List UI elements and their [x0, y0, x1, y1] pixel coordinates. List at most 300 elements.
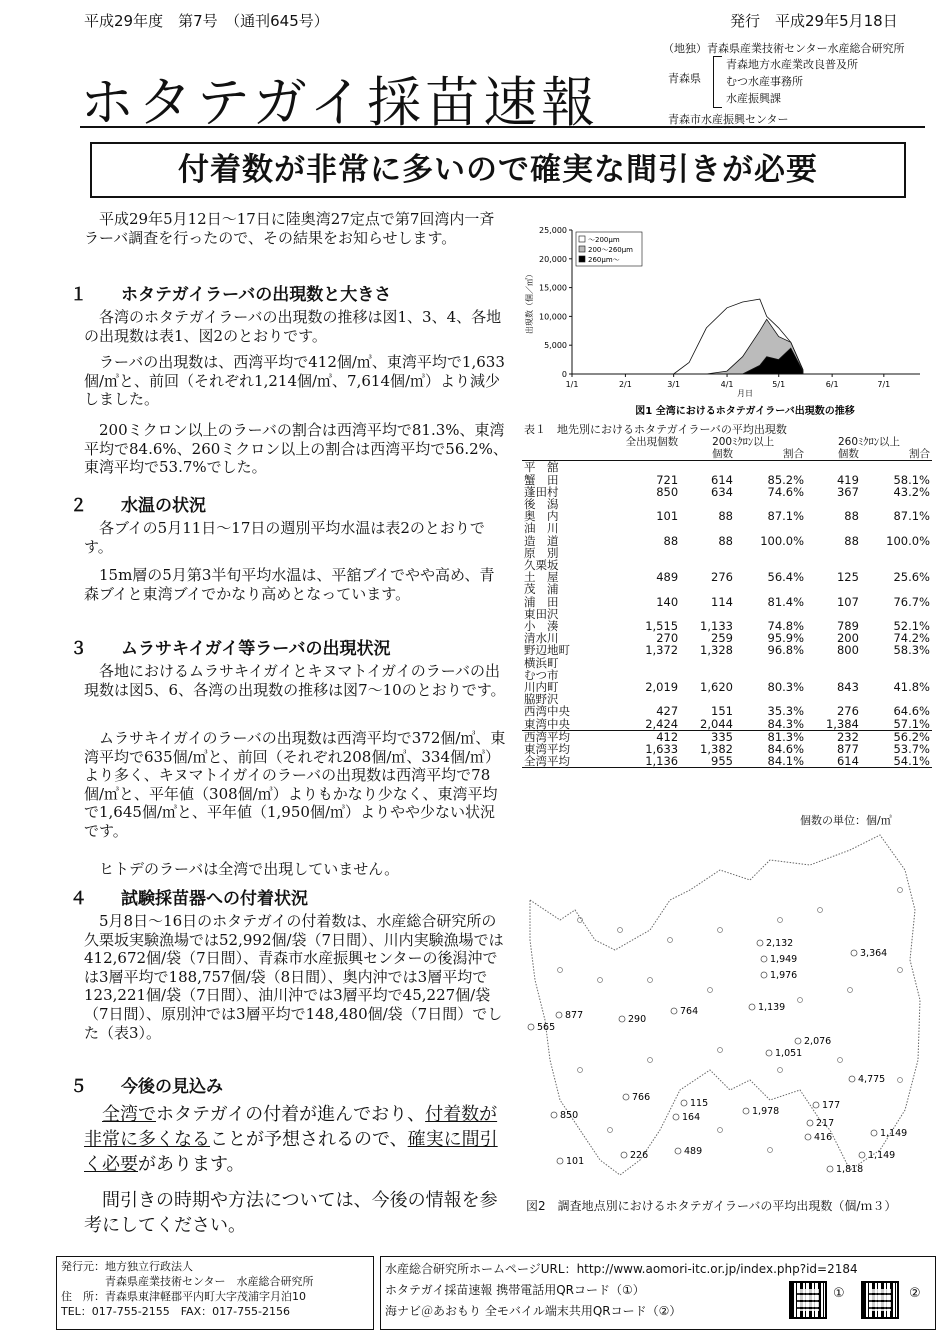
masthead-title: ホタテガイ採苗速報	[80, 71, 600, 134]
table-row	[522, 755, 932, 768]
station-marker-minor	[668, 938, 673, 943]
row-cell: 88	[844, 533, 859, 548]
x-tick-label: 3/1	[667, 380, 681, 389]
section-1-title: １ ホタテガイラーバの出現数と大きさ	[70, 285, 392, 305]
row-cell: 1,133	[700, 619, 733, 634]
station-marker	[557, 1158, 563, 1164]
row-label: 東湾中央	[524, 716, 570, 731]
row-cell: 877	[836, 742, 859, 757]
station-marker-minor	[718, 1128, 723, 1133]
row-cell: 955	[711, 754, 733, 769]
station-value: 1,818	[836, 1164, 864, 1175]
station-marker-minor	[898, 888, 903, 893]
station-marker-minor	[608, 1128, 613, 1133]
table-1-caption: 表１ 地先別におけるホタテガイラーバの平均出現数	[524, 423, 787, 436]
row-cell: 1,136	[645, 754, 679, 769]
station-value: 226	[630, 1150, 649, 1161]
qr-label-2: 海ナビ＠あおもり 全モバイル端末共用QRコード（②）	[385, 1304, 682, 1318]
row-cell: 88	[718, 533, 733, 548]
table-row	[522, 474, 932, 486]
row-label: 全湾平均	[524, 754, 570, 769]
station-marker	[813, 1102, 819, 1108]
row-label: 川内町	[524, 680, 559, 695]
table-1-head-200: 200ﾐｸﾛﾝ以上	[712, 436, 775, 448]
x-tick-label: 2/1	[618, 380, 632, 389]
legend-swatch	[579, 246, 585, 252]
station-marker	[749, 1004, 755, 1010]
table-1-unit: 個数の単位：個/㎥	[800, 814, 892, 827]
station-marker-minor	[598, 978, 603, 983]
station-value: 1,949	[770, 954, 798, 965]
table-row	[522, 718, 932, 731]
station-value: 164	[682, 1112, 701, 1123]
row-cell	[806, 547, 861, 559]
qr-code-1-icon[interactable]	[789, 1281, 827, 1319]
station-value: 1,149	[880, 1128, 908, 1139]
legend-label: 200～260μm	[588, 246, 633, 254]
org-line-1: （地独）青森県産業技術センター水産総合研究所	[663, 42, 905, 55]
row-label: 東湾平均	[524, 742, 570, 757]
station-marker	[757, 940, 763, 946]
qr-mark-2: ②	[909, 1286, 921, 1301]
row-cell: 489	[656, 570, 679, 585]
section-2-para-1: 各ブイの5月11日～17日の週別平均水温は表2のとおりです。	[84, 519, 485, 556]
row-cell: 2,424	[645, 716, 679, 731]
row-cell	[806, 583, 861, 595]
row-cell	[861, 583, 932, 595]
table-row	[522, 596, 932, 608]
row-cell	[680, 547, 735, 559]
row-label: 野辺地町	[524, 643, 570, 658]
row-cell: 276	[836, 704, 859, 719]
section-3-para-3: ヒトデのラーバは全湾で出現していません。	[99, 860, 400, 878]
station-value: 764	[680, 1006, 699, 1017]
row-label: 浦 田	[524, 594, 559, 609]
station-marker-minor	[848, 988, 853, 993]
row-cell: 74.6%	[767, 484, 805, 499]
row-cell: 789	[836, 619, 859, 634]
row-label: 平 舘	[524, 460, 559, 475]
section-3-para-1: 各地におけるムラサキイガイとキヌマトイガイのラーバの出現数は図5、6、各湾の出現数の推移は図7～10のとおりです。	[84, 662, 506, 699]
row-cell: 114	[711, 594, 733, 609]
publisher-address: 住 所：青森県東津軽郡平内町大字茂浦字月泊10	[61, 1290, 306, 1303]
x-tick-label: 5/1	[772, 380, 786, 389]
org-pref-label: 青森県	[668, 72, 701, 85]
station-marker	[623, 1094, 629, 1100]
section-5-title: ５ 今後の見込み	[70, 1077, 223, 1097]
station-marker-minor	[818, 908, 823, 913]
row-cell: 81.3%	[767, 729, 805, 744]
station-value: 217	[816, 1118, 835, 1129]
row-cell: 1,328	[700, 643, 733, 658]
row-cell	[861, 522, 932, 534]
station-marker	[675, 1148, 681, 1154]
row-cell: 721	[656, 472, 679, 487]
table-row	[522, 681, 932, 693]
row-cell: 81.4%	[767, 594, 805, 609]
station-marker-minor	[578, 1068, 583, 1073]
row-cell: 270	[656, 631, 679, 646]
legend-swatch	[579, 256, 585, 262]
row-cell	[596, 461, 680, 474]
org-line-3: むつ水産事務所	[726, 75, 803, 88]
section-3-para-2: ムラサキイガイのラーバの出現数は西湾平均で372個/㎥、東湾平均で635個/㎥と、前回（それぞれ208個/㎥、334個/㎥）より多く、キヌマトイガイのラーバの出現数は西湾平均で78個/㎥と、平年値（308個/㎥）よりもかなり少なく、東湾平均で1,645個/㎥と、平年値（1,950個/㎥）よりやや少ない状況です。	[84, 729, 506, 840]
row-cell: 800	[836, 643, 859, 658]
publisher-org: 青森県産業技術センター 水産総合研究所	[105, 1275, 314, 1288]
section-2-para-2: 15m層の5月第3半旬平均水温は、平舘ブイでやや高め、青森ブイと東湾ブイでかなり高めとなっています。	[84, 566, 495, 603]
org-line-4: 水産振興課	[726, 92, 781, 105]
station-marker-minor	[898, 1078, 903, 1083]
row-cell	[861, 657, 932, 669]
station-marker	[859, 1152, 865, 1158]
outlook-underline-2: 付着数が非常に多くなる	[84, 1104, 498, 1150]
outlook-text-1: ホタテガイの付着が進んでおり、	[156, 1104, 426, 1125]
row-label: 西湾中央	[524, 704, 570, 719]
station-marker	[551, 1112, 557, 1118]
row-cell: 84.6%	[767, 742, 805, 757]
station-value: 565	[537, 1022, 556, 1033]
x-tick-label: 7/1	[877, 380, 891, 389]
table-row	[522, 510, 932, 522]
y-tick-label: 15,000	[539, 283, 567, 293]
station-value: 4,775	[858, 1074, 886, 1085]
figure-2-caption: 図2 調査地点別におけるホタテガイラーバの平均出現数（個/ｍ３）	[526, 1199, 897, 1213]
outlook-underline-3: 確実に間引く必要	[84, 1129, 498, 1175]
section-2-title: ２ 水温の状況	[70, 496, 206, 516]
station-marker-minor	[648, 1058, 653, 1063]
intro-text: 平成29年5月12日～17日に陸奥湾27定点で第7回湾内一斉ラーバ調査を行ったので、その結果をお知らせします。	[84, 210, 495, 247]
row-label: 原 別	[524, 545, 559, 560]
row-cell	[680, 583, 735, 595]
row-cell	[861, 461, 932, 474]
publisher-label: 発行元：	[61, 1260, 105, 1273]
row-label: 西湾平均	[524, 729, 570, 744]
station-value: 177	[822, 1100, 841, 1111]
station-marker-minor	[558, 968, 563, 973]
row-cell: 259	[711, 631, 733, 646]
row-label: 東田沢	[524, 606, 559, 621]
row-cell: 634	[711, 484, 733, 499]
row-cell: 367	[836, 484, 859, 499]
row-cell: 140	[656, 594, 679, 609]
section-1-para-3: 200ミクロン以上のラーバの割合は西湾平均で81.3%、東湾平均で84.6%、260ミクロン以上の割合は西湾平均で56.2%、東湾平均で53.7%でした。	[84, 421, 508, 477]
section-4-para-1: 5月8日～16日のホタテガイの付着数は、水産総合研究所の久栗坂実験漁場では52,992個/袋（7日間）、川内実験漁場では412,672個/袋（7日間）、青森市水産振興センターの後潟沖では3層平均で188,757個/袋（8日間）、奥内沖では3層平均で123,221個/袋（7日間）、油川沖では3層平均で45,227個/袋（7日間）、原別沖では3層平均で148,480個/袋（7日間）でした（表3）。	[84, 912, 504, 1042]
row-cell: 80.3%	[767, 680, 805, 695]
org-line-5: 青森市水産振興センター	[668, 113, 789, 126]
row-label: 土 屋	[524, 570, 559, 585]
y-tick-label: 0	[561, 370, 567, 379]
row-label: 清水川	[524, 631, 559, 646]
row-label: 蟹 田	[524, 472, 559, 487]
row-cell	[806, 461, 861, 474]
station-marker	[766, 1050, 772, 1056]
row-cell	[806, 657, 861, 669]
row-cell: 232	[836, 729, 859, 744]
legend-label: 260μm～	[588, 256, 620, 264]
table-1-corner-2	[522, 448, 596, 461]
qr-mark-1: ①	[833, 1286, 845, 1301]
station-marker	[673, 1114, 679, 1120]
station-marker	[761, 972, 767, 978]
station-value: 877	[565, 1010, 584, 1021]
row-cell: 1,372	[645, 643, 679, 658]
row-cell	[735, 461, 806, 474]
row-cell: 54.1%	[893, 754, 930, 769]
headline: 付着数が非常に多いので確実な間引きが必要	[90, 142, 906, 198]
station-marker-minor	[778, 918, 783, 923]
row-cell: 1,633	[645, 742, 679, 757]
issue-date: 発行 平成29年5月18日	[730, 12, 898, 30]
row-cell	[680, 461, 735, 474]
row-label: 奥 内	[524, 509, 559, 524]
station-marker	[528, 1024, 534, 1030]
publisher-box	[56, 1256, 374, 1330]
y-axis-label: 出現数（個／㎥）	[525, 270, 534, 334]
station-marker	[619, 1016, 625, 1022]
station-value: 1,976	[770, 970, 798, 981]
row-cell: 88	[718, 509, 733, 524]
station-value: 101	[566, 1156, 585, 1167]
station-marker	[827, 1166, 833, 1172]
row-cell: 58.1%	[893, 472, 930, 487]
row-cell: 100.0%	[760, 533, 805, 548]
station-marker	[681, 1100, 687, 1106]
row-cell: 614	[836, 754, 859, 769]
station-marker-minor	[708, 988, 713, 993]
section-4-title: ４ 試験採苗器への付着状況	[70, 889, 308, 909]
station-marker	[761, 956, 767, 962]
row-cell: 843	[836, 680, 859, 695]
table-row	[522, 461, 932, 474]
row-cell: 56.2%	[893, 729, 930, 744]
outlook-para-1	[84, 1102, 508, 1177]
station-marker-minor	[618, 928, 623, 933]
row-label: 後 潟	[524, 497, 559, 512]
table-1-head-260: 260ﾐｸﾛﾝ以上	[838, 436, 901, 448]
station-value: 290	[628, 1014, 647, 1025]
station-marker-minor	[648, 978, 653, 983]
row-cell: 1,515	[645, 619, 679, 634]
row-cell: 88	[844, 509, 859, 524]
row-label: 横浜町	[524, 655, 559, 670]
row-cell: 25.6%	[893, 570, 930, 585]
x-axis-label: 月日	[737, 389, 753, 398]
row-cell: 412	[656, 729, 679, 744]
row-cell	[735, 522, 806, 534]
station-marker-minor	[778, 1068, 783, 1073]
legend-swatch	[579, 236, 585, 242]
row-cell: 64.6%	[893, 704, 930, 719]
station-value: 416	[814, 1132, 833, 1143]
table-1-head-count-200: 個数	[711, 448, 733, 461]
org-bracket	[713, 56, 722, 108]
publisher-name: 地方独立行政法人	[105, 1260, 193, 1273]
row-label: 油 川	[524, 521, 559, 536]
station-marker-minor	[838, 1058, 843, 1063]
row-cell	[861, 547, 932, 559]
row-cell: 151	[711, 704, 733, 719]
station-value: 1,051	[775, 1048, 803, 1059]
row-cell: 276	[711, 570, 733, 585]
y-tick-label: 20,000	[539, 254, 567, 264]
station-value: 3,364	[860, 948, 888, 959]
station-marker	[849, 1076, 855, 1082]
station-marker	[556, 1012, 562, 1018]
row-cell: 76.7%	[893, 594, 930, 609]
row-cell	[596, 547, 680, 559]
row-label: 茂 浦	[524, 582, 559, 597]
row-cell	[680, 522, 735, 534]
row-label: 蓬田村	[524, 484, 559, 499]
row-cell: 84.1%	[767, 754, 805, 769]
row-cell: 74.8%	[767, 619, 805, 634]
row-cell: 58.3%	[893, 643, 930, 658]
row-cell: 1,384	[825, 716, 859, 731]
row-cell	[680, 657, 735, 669]
chart-caption: 図1 全湾におけるホタテガイラーバ出現数の推移	[635, 406, 855, 417]
station-value: 850	[560, 1110, 579, 1121]
y-tick-label: 5,000	[544, 341, 567, 351]
station-marker	[805, 1134, 811, 1140]
table-row	[522, 644, 932, 656]
table-row	[522, 486, 932, 498]
station-marker	[807, 1120, 813, 1126]
row-cell: 88	[663, 533, 679, 548]
x-tick-label: 6/1	[825, 380, 839, 389]
homepage-url[interactable]: 水産総合研究所ホームページURL：http://www.aomori-itc.or.jp/index.php?id=2184	[385, 1262, 858, 1276]
row-cell: 1,620	[700, 680, 733, 695]
links-box	[380, 1256, 936, 1330]
row-cell	[806, 522, 861, 534]
row-cell: 56.4%	[767, 570, 805, 585]
station-marker-minor	[768, 1148, 773, 1153]
y-tick-label: 10,000	[539, 312, 567, 322]
row-label: 小 湊	[524, 619, 559, 634]
row-cell	[735, 547, 806, 559]
station-value: 2,076	[804, 1036, 832, 1047]
row-cell: 84.3%	[767, 716, 805, 731]
row-cell: 850	[656, 484, 679, 499]
outlook-underline-1: 全湾で	[102, 1104, 156, 1125]
station-value: 1,978	[752, 1106, 780, 1117]
row-label: 造 道	[524, 533, 559, 548]
row-cell: 427	[656, 704, 679, 719]
table-row	[522, 522, 932, 534]
row-cell: 52.1%	[893, 619, 930, 634]
outlook-para-2: 間引きの時期や方法については、今後の情報を参考にしてください。	[84, 1190, 498, 1236]
row-cell: 41.8%	[893, 680, 930, 695]
row-cell: 100.0%	[886, 533, 930, 548]
qr-label-1: ホタテガイ採苗速報 携帯電話用QRコード（①）	[385, 1283, 645, 1297]
table-1-head-pct-200: 割合	[783, 448, 805, 461]
org-line-2: 青森地方水産業改良普及所	[726, 58, 858, 71]
station-marker	[871, 1130, 877, 1136]
row-cell	[735, 583, 806, 595]
table-row	[522, 583, 932, 595]
legend-label: ～200μm	[588, 236, 620, 244]
row-cell: 200	[836, 631, 859, 646]
station-marker-minor	[718, 928, 723, 933]
station-value: 766	[632, 1092, 651, 1103]
outlook-text-2: ことが予想されるので、	[210, 1129, 408, 1150]
station-marker	[621, 1152, 627, 1158]
row-cell: 1,382	[700, 742, 733, 757]
row-label: 久栗坂	[524, 558, 559, 573]
row-cell: 614	[711, 472, 733, 487]
row-cell: 2,044	[700, 716, 733, 731]
row-cell: 43.2%	[893, 484, 930, 499]
row-cell: 53.7%	[893, 742, 930, 757]
issue-number: 平成29年度 第7号 （通刊645号）	[84, 12, 329, 30]
table-row	[522, 535, 932, 547]
publisher-line	[61, 1259, 369, 1274]
row-cell	[596, 657, 680, 669]
table-row	[522, 657, 932, 669]
station-value: 115	[690, 1098, 709, 1109]
table-1	[522, 436, 932, 768]
table-1-head-pct-260: 割合	[909, 448, 930, 461]
x-tick-label: 4/1	[720, 380, 734, 389]
row-cell: 57.1%	[893, 716, 930, 731]
table-row	[522, 547, 932, 559]
row-cell: 107	[836, 594, 859, 609]
row-cell: 95.9%	[767, 631, 805, 646]
qr-code-2-icon[interactable]	[861, 1281, 899, 1319]
row-cell: 87.1%	[767, 509, 805, 524]
row-cell: 2,019	[645, 680, 679, 695]
station-marker	[671, 1008, 677, 1014]
station-value: 1,149	[868, 1150, 896, 1161]
x-tick-label: 1/1	[565, 380, 579, 389]
row-cell: 125	[836, 570, 859, 585]
section-3-title: ３ ムラサキイガイ等ラーバの出現状況	[70, 639, 391, 659]
row-cell	[596, 522, 680, 534]
station-value: 489	[684, 1146, 703, 1157]
row-cell	[735, 657, 806, 669]
row-cell: 35.3%	[767, 704, 805, 719]
section-1-para-2: ラーバの出現数は、西湾平均で412個/㎥、東湾平均で1,633個/㎥と、前回（それぞれ1,214個/㎥、7,614個/㎥）より減少しました。	[84, 353, 505, 409]
table-row	[522, 705, 932, 717]
row-cell: 87.1%	[893, 509, 930, 524]
larva-trend-chart	[520, 222, 930, 422]
row-label: むつ市	[524, 667, 559, 682]
table-1-head-blank	[596, 448, 680, 461]
table-row	[522, 571, 932, 583]
station-marker	[743, 1108, 749, 1114]
table-1-head-all: 全出現個数	[625, 436, 679, 448]
section-1-para-1: 各湾のホタテガイラーバの出現数の推移は図1、3、4、各地の出現数は表1、図2のとおりです。	[84, 308, 502, 345]
row-cell: 335	[711, 729, 733, 744]
bay-coastline	[530, 835, 920, 1175]
station-marker	[795, 1038, 801, 1044]
station-marker-minor	[898, 968, 903, 973]
row-cell: 101	[656, 509, 679, 524]
table-1-head-count-260: 個数	[837, 448, 859, 461]
station-marker	[851, 950, 857, 956]
row-cell: 85.2%	[767, 472, 805, 487]
row-label: 脇野沢	[524, 692, 559, 707]
row-cell: 96.8%	[767, 643, 805, 658]
station-marker-minor	[718, 1048, 723, 1053]
station-value: 2,132	[766, 938, 794, 949]
outlook-text-3: があります。	[138, 1154, 245, 1175]
station-value: 1,139	[758, 1002, 786, 1013]
row-cell	[596, 583, 680, 595]
station-map	[520, 830, 934, 1190]
row-cell: 74.2%	[893, 631, 930, 646]
row-cell: 419	[836, 472, 859, 487]
station-marker-minor	[798, 998, 803, 1003]
